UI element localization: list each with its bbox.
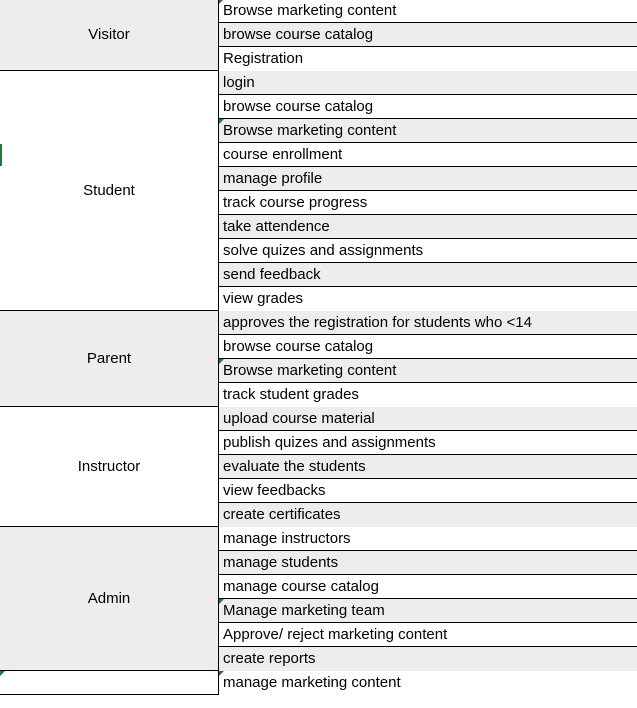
task-cell[interactable] (219, 287, 637, 311)
task-cell[interactable] (219, 263, 637, 287)
task-cell[interactable] (219, 359, 637, 383)
task-label: manage instructors (223, 530, 351, 547)
task-label: track course progress (223, 194, 368, 211)
task-label: take attendence (223, 218, 330, 235)
task-cell[interactable] (219, 215, 637, 239)
task-column (219, 71, 637, 311)
task-column (219, 0, 637, 71)
task-label: Approve/ reject marketing content (223, 626, 448, 643)
task-label: course enrollment (223, 146, 343, 163)
role-group (0, 71, 637, 311)
task-cell[interactable] (219, 167, 637, 191)
role-cell[interactable] (0, 671, 219, 694)
comment-marker-icon (219, 119, 224, 124)
task-label: login (223, 74, 255, 91)
task-cell[interactable] (219, 431, 637, 455)
task-label: evaluate the students (223, 458, 366, 475)
task-column (219, 671, 637, 695)
task-label: Manage marketing team (223, 602, 385, 619)
task-cell[interactable] (219, 503, 637, 527)
comment-marker-icon (219, 671, 224, 676)
task-label: manage course catalog (223, 578, 379, 595)
task-cell[interactable] (219, 455, 637, 479)
role-group (0, 407, 637, 527)
comment-marker-icon (0, 671, 5, 676)
role-cell[interactable]: Parent (0, 311, 219, 406)
role-group (0, 311, 637, 407)
task-label: create reports (223, 650, 316, 667)
task-label: manage students (223, 554, 339, 571)
active-cell-indicator (0, 144, 2, 166)
task-cell[interactable] (219, 239, 637, 263)
task-label: Registration (223, 50, 304, 67)
role-group (0, 0, 637, 71)
task-label: create certificates (223, 506, 341, 523)
task-label: send feedback (223, 266, 321, 283)
role-cell[interactable]: Student (0, 71, 219, 310)
task-cell[interactable] (219, 47, 637, 71)
task-label: browse course catalog (223, 338, 374, 355)
task-label: manage marketing content (223, 674, 401, 691)
task-label: Browse marketing content (223, 122, 397, 139)
role-cell[interactable]: Admin (0, 527, 219, 670)
task-label: Browse marketing content (223, 2, 397, 19)
task-label: solve quizes and assignments (223, 242, 424, 259)
comment-marker-icon (219, 599, 224, 604)
task-label: Browse marketing content (223, 362, 397, 379)
task-label: view grades (223, 290, 304, 307)
task-column (219, 527, 637, 671)
role-cell[interactable]: Instructor (0, 407, 219, 526)
task-cell[interactable] (219, 671, 637, 695)
task-cell[interactable] (219, 143, 637, 167)
task-label: approves the registration for students who <14 (223, 314, 532, 331)
task-label: browse course catalog (223, 98, 374, 115)
task-cell[interactable] (219, 311, 637, 335)
task-column (219, 407, 637, 527)
role-group (0, 671, 637, 695)
task-cell[interactable] (219, 623, 637, 647)
task-label: browse course catalog (223, 26, 374, 43)
task-column (219, 311, 637, 407)
task-cell[interactable] (219, 191, 637, 215)
role-group (0, 527, 637, 671)
task-cell[interactable] (219, 335, 637, 359)
task-cell[interactable] (219, 647, 637, 671)
task-cell[interactable] (219, 575, 637, 599)
task-cell[interactable] (219, 551, 637, 575)
task-label: track student grades (223, 386, 359, 403)
task-cell[interactable] (219, 71, 637, 95)
task-cell[interactable] (219, 383, 637, 407)
task-label: publish quizes and assignments (223, 434, 436, 451)
task-label: view feedbacks (223, 482, 326, 499)
task-cell[interactable] (219, 599, 637, 623)
task-cell[interactable] (219, 407, 637, 431)
task-cell[interactable] (219, 479, 637, 503)
task-cell[interactable] (219, 527, 637, 551)
task-cell[interactable] (219, 119, 637, 143)
task-cell[interactable] (219, 23, 637, 47)
comment-marker-icon (219, 0, 224, 4)
task-label: manage profile (223, 170, 323, 187)
task-cell[interactable] (219, 95, 637, 119)
comment-marker-icon (219, 359, 224, 364)
task-label: upload course material (223, 410, 375, 427)
role-cell[interactable]: Visitor (0, 0, 219, 70)
task-cell[interactable] (219, 0, 637, 23)
